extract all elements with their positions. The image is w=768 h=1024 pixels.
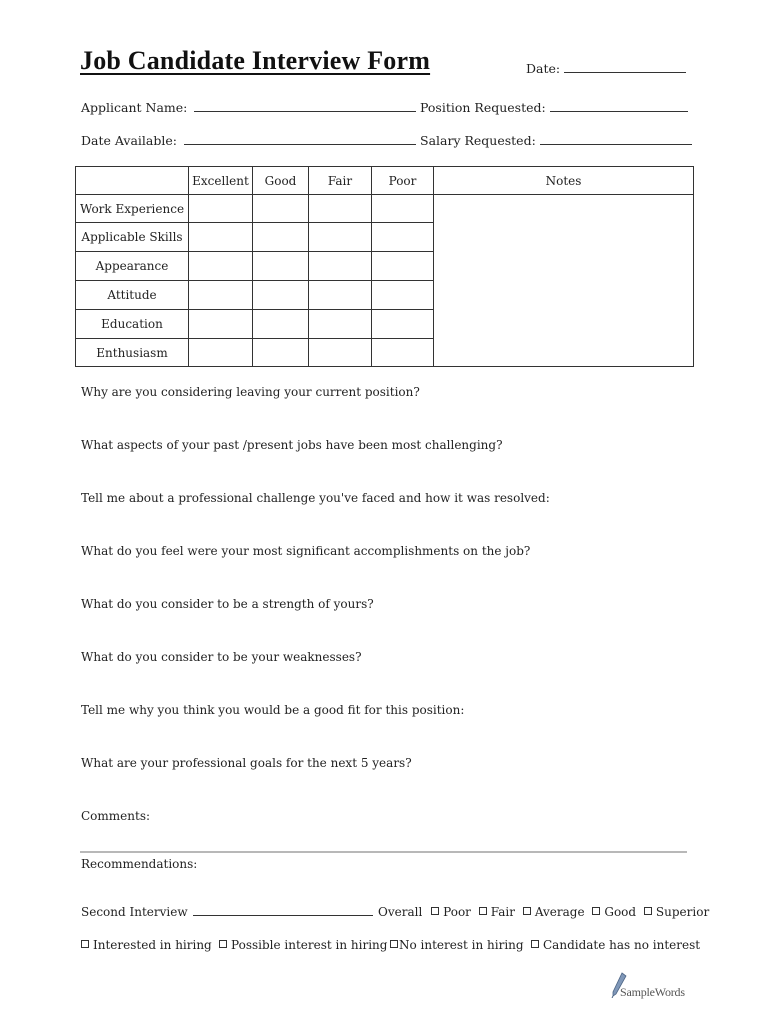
position-requested-field — [420, 100, 688, 115]
row-label: Work Experience — [76, 195, 189, 223]
rating-cell[interactable] — [309, 195, 372, 223]
applicant-name-field — [81, 100, 416, 115]
rating-cell[interactable] — [253, 339, 309, 367]
question-challenging-aspects: What aspects of your past /present jobs have been most challenging? — [81, 438, 503, 452]
recommendations-label: Recommendations: — [81, 857, 198, 871]
question-weaknesses: What do you consider to be your weaknesses? — [81, 650, 362, 664]
checkbox-icon[interactable] — [479, 907, 487, 915]
salary-requested-field — [420, 133, 692, 148]
rating-cell[interactable] — [189, 281, 253, 310]
rating-cell[interactable] — [253, 252, 309, 281]
notes-cell[interactable] — [434, 195, 694, 367]
column-header: Good — [253, 167, 309, 195]
date-available-field — [81, 133, 416, 148]
salary-requested-input[interactable] — [540, 134, 692, 145]
rating-cell[interactable] — [189, 195, 253, 223]
rating-cell[interactable] — [253, 310, 309, 339]
position-requested-input[interactable] — [550, 101, 688, 112]
column-header: Poor — [372, 167, 434, 195]
overall-option-good[interactable] — [592, 905, 636, 919]
rating-cell[interactable] — [372, 310, 434, 339]
applicant-name-label: Applicant Name: — [81, 100, 188, 115]
option-label: Candidate has no interest — [543, 938, 701, 952]
second-interview-input[interactable] — [193, 905, 373, 916]
option-label: Fair — [490, 905, 515, 919]
rating-cell[interactable] — [189, 310, 253, 339]
column-header: Excellent — [189, 167, 253, 195]
interest-option-none[interactable] — [390, 938, 524, 952]
rating-cell[interactable] — [309, 281, 372, 310]
row-label: Enthusiasm — [76, 339, 189, 367]
rating-cell[interactable] — [189, 223, 253, 252]
checkbox-icon[interactable] — [390, 940, 398, 948]
interest-option-interested[interactable] — [81, 938, 212, 952]
rating-cell[interactable] — [309, 252, 372, 281]
comments-label: Comments: — [81, 809, 151, 823]
date-input[interactable] — [564, 62, 686, 73]
second-interview-field — [81, 905, 373, 919]
question-accomplishments: What do you feel were your most significant accomplishments on the job? — [81, 544, 531, 558]
overall-option-average[interactable] — [523, 905, 585, 919]
overall-option-poor[interactable] — [431, 905, 471, 919]
checkbox-icon[interactable] — [431, 907, 439, 915]
applicant-name-input[interactable] — [194, 101, 416, 112]
row-label: Applicable Skills — [76, 223, 189, 252]
option-label: Superior — [655, 905, 710, 919]
date-available-input[interactable] — [184, 134, 416, 145]
overall-option-superior[interactable] — [644, 905, 709, 919]
rating-cell[interactable] — [309, 339, 372, 367]
rating-cell[interactable] — [309, 223, 372, 252]
row-label: Appearance — [76, 252, 189, 281]
interest-option-possible[interactable] — [219, 938, 387, 952]
question-goals: What are your professional goals for the next 5 years? — [81, 756, 412, 770]
checkbox-icon[interactable] — [81, 940, 89, 948]
rating-cell[interactable] — [253, 281, 309, 310]
rating-table — [75, 166, 694, 367]
salary-requested-label: Salary Requested: — [420, 133, 536, 148]
rating-cell[interactable] — [189, 339, 253, 367]
interest-option-candidate-none[interactable] — [531, 938, 700, 952]
checkbox-icon[interactable] — [592, 907, 600, 915]
table-corner-cell — [76, 167, 189, 195]
rating-cell[interactable] — [372, 223, 434, 252]
date-available-label: Date Available: — [81, 133, 177, 148]
rating-cell[interactable] — [372, 281, 434, 310]
row-label: Attitude — [76, 281, 189, 310]
overall-label: Overall — [378, 905, 423, 919]
rating-cell[interactable] — [189, 252, 253, 281]
overall-option-fair[interactable] — [479, 905, 515, 919]
question-strength: What do you consider to be a strength of yours? — [81, 597, 374, 611]
question-professional-challenge: Tell me about a professional challenge you've faced and how it was resolved: — [81, 491, 550, 505]
form-title: Job Candidate Interview Form — [80, 46, 431, 75]
option-label: No interest in hiring — [399, 938, 524, 952]
samplewords-logo — [611, 972, 687, 1000]
overall-rating-group — [378, 905, 709, 919]
second-interview-label: Second Interview — [81, 905, 188, 919]
rating-cell[interactable] — [372, 339, 434, 367]
rating-cell[interactable] — [253, 195, 309, 223]
column-header: Fair — [309, 167, 372, 195]
question-leaving-position: Why are you considering leaving your current position? — [81, 385, 420, 399]
rating-cell[interactable] — [372, 195, 434, 223]
option-label: Possible interest in hiring — [231, 938, 388, 952]
option-label: Interested in hiring — [93, 938, 212, 952]
row-label: Education — [76, 310, 189, 339]
checkbox-icon[interactable] — [644, 907, 652, 915]
rating-cell[interactable] — [253, 223, 309, 252]
checkbox-icon[interactable] — [219, 940, 227, 948]
rating-cell[interactable] — [309, 310, 372, 339]
option-label: Average — [534, 905, 585, 919]
option-label: Good — [604, 905, 637, 919]
table-row — [76, 195, 694, 223]
option-label: Poor — [443, 905, 471, 919]
checkbox-icon[interactable] — [531, 940, 539, 948]
position-requested-label: Position Requested: — [420, 100, 546, 115]
date-field — [526, 61, 686, 76]
divider — [80, 851, 687, 853]
date-label: Date: — [526, 61, 561, 76]
table-header-row — [76, 167, 694, 195]
logo-text: SampleWords — [620, 985, 685, 999]
rating-cell[interactable] — [372, 252, 434, 281]
notes-header: Notes — [434, 167, 694, 195]
question-good-fit: Tell me why you think you would be a good fit for this position: — [81, 703, 465, 717]
checkbox-icon[interactable] — [523, 907, 531, 915]
